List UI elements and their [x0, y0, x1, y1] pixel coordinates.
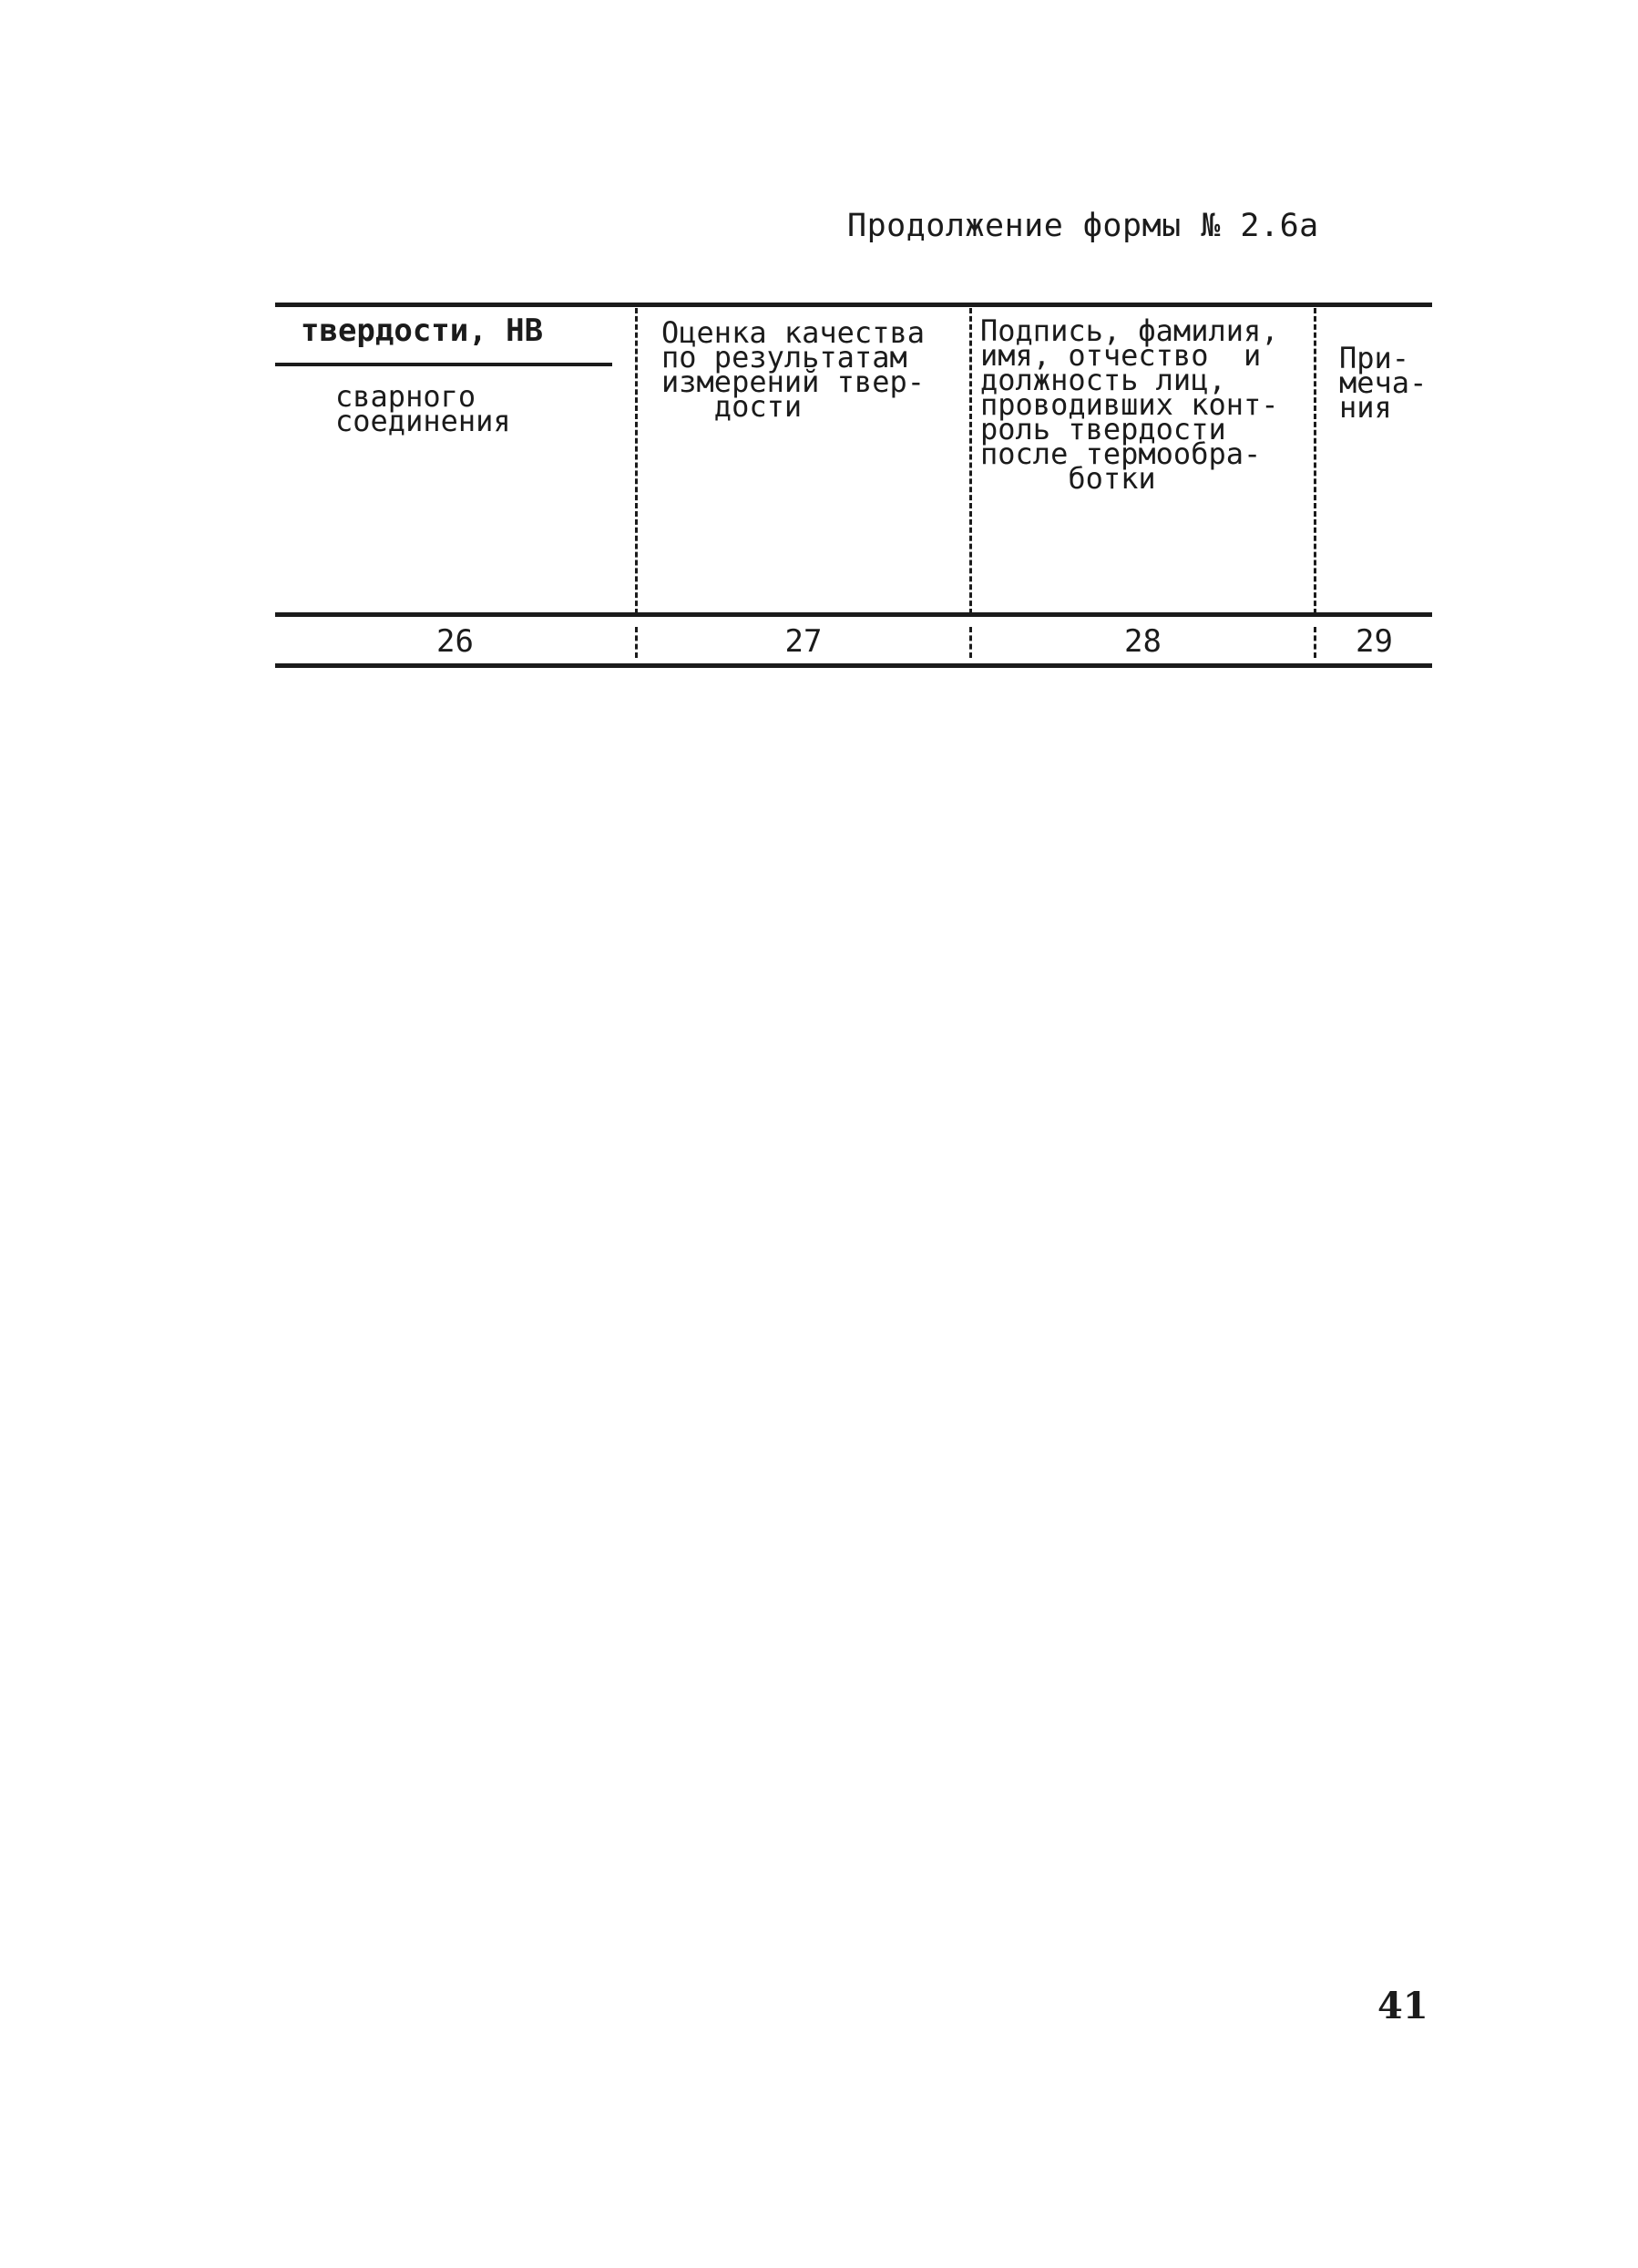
- table-bottom-rule: [275, 663, 1432, 668]
- column-number-28: 28: [1124, 623, 1162, 660]
- column-separator: [969, 308, 972, 614]
- header-weld-joint: сварного соединения: [335, 379, 511, 438]
- column-separator: [635, 308, 638, 614]
- table-top-rule: [275, 303, 1432, 307]
- header-notes: При- меча- ния: [1339, 341, 1428, 425]
- column-separator: [1314, 308, 1316, 614]
- page-caption: Продолжение формы № 2.6а: [847, 208, 1319, 244]
- header-signature: Подпись, фамилия, имя, отчество и должность лиц, проводивших конт- роль твердости после термообра- ботки: [980, 313, 1279, 496]
- header-quality-assessment: Оценка качества по результатам измерений твер- дости: [661, 315, 925, 424]
- column-number-27: 27: [784, 623, 823, 660]
- header-hardness-group: твердости, НВ: [301, 313, 544, 349]
- hardness-sub-rule: [275, 363, 612, 366]
- column-number-29: 29: [1356, 623, 1393, 660]
- column-number-26: 26: [436, 623, 474, 660]
- table-header-bottom-rule: [275, 612, 1432, 617]
- page-number: 41: [1377, 1985, 1428, 2027]
